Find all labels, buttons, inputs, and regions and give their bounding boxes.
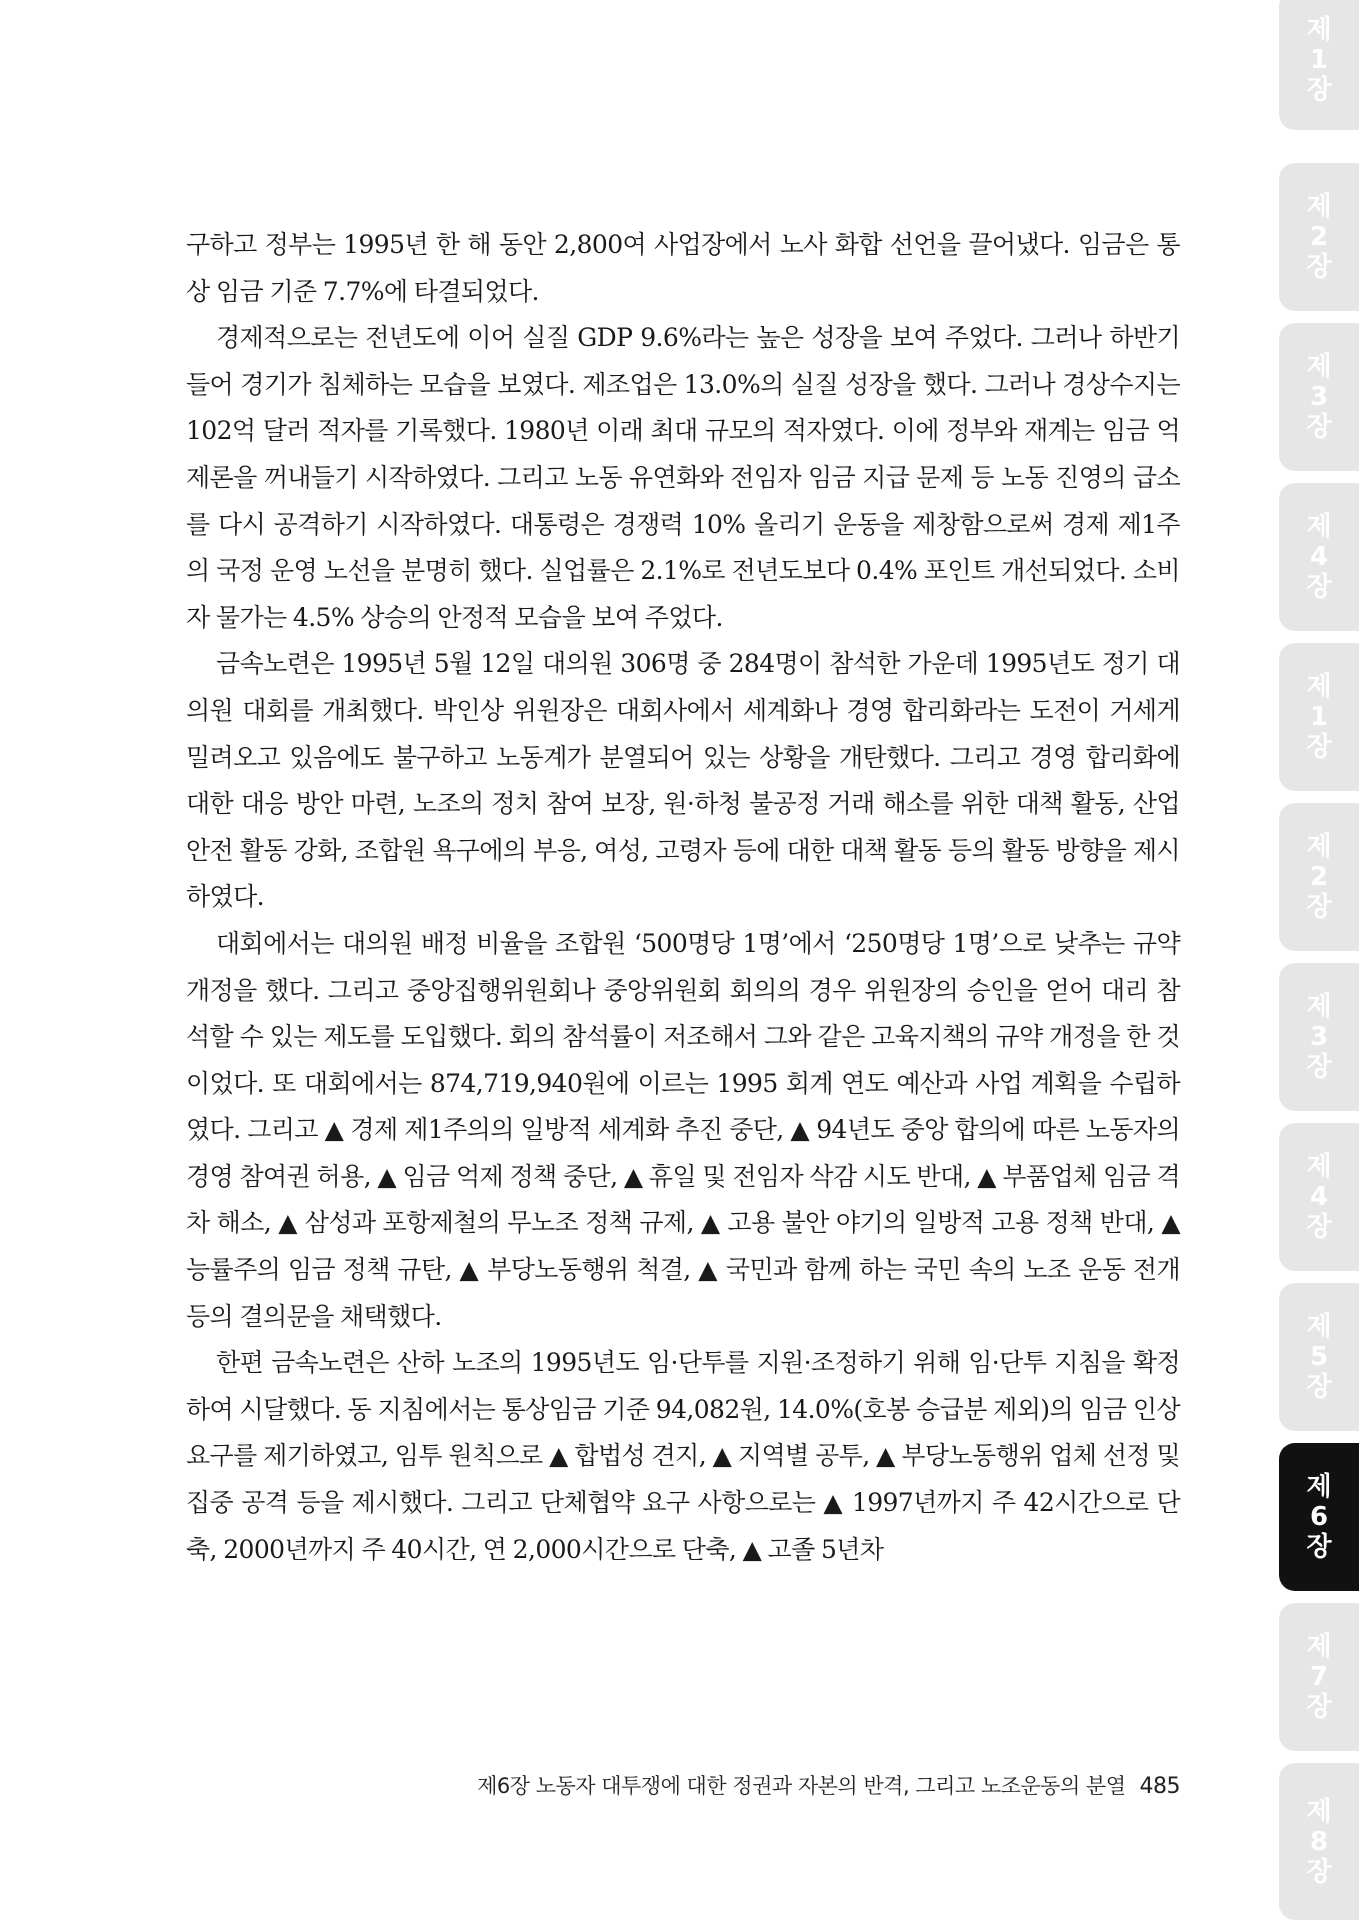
chapter-tab-9[interactable]: 제 5 장 — [1279, 1283, 1359, 1431]
chapter-tab-2[interactable]: 제 2 장 — [1279, 163, 1359, 311]
chapter-tab-10-active[interactable]: 제 6 장 — [1279, 1443, 1359, 1591]
paragraph-4: 대회에서는 대의원 배정 비율을 조합원 ‘500명당 1명’에서 ‘250명당 1명’으로 낮추는 규약 개정을 했다. 그리고 중앙집행위원회나 중앙위원회 회의의 경우 위원장의 승인을 얻어 대리 참석할 수 있는 제도를 도입했다. 회의 참석률이 저조해서 그와 같은 고육지책의 규약 개정을 한 것이었다. 또 대회에서는 874,719,940원에 이르는 1995 회계 연도 예산과 사업 계획을 수립하였다. 그리고 ▲ 경제 제1주의의 일방적 세계화 추진 중단, ▲ 94년도 중앙 합의에 따른 노동자의 경영 참여권 허용, ▲ 임금 억제 정책 중단, ▲ 휴일 및 전임자 삭감 시도 반대, ▲ 부품업체 임금 격차 해소, ▲ 삼성과 포항제철의 무노조 정책 규제, ▲ 고용 불안 야기의 일방적 고용 정책 반대, ▲ 능률주의 임금 정책 규탄, ▲ 부당노동행위 척결, ▲ 국민과 함께 하는 국민 속의 노조 운동 전개 등의 결의문을 채택했다. — [186, 928, 1180, 1331]
chapter-tab-4[interactable]: 제 4 장 — [1279, 483, 1359, 631]
chapter-tab-7[interactable]: 제 3 장 — [1279, 963, 1359, 1111]
chapter-tab-8[interactable]: 제 4 장 — [1279, 1123, 1359, 1271]
paragraph-5: 한편 금속노련은 산하 노조의 1995년도 임·단투를 지원·조정하기 위해 임·단투 지침을 확정하여 시달했다. 동 지침에서는 통상임금 기준 94,082원, 14.0%(호봉 승급분 제외)의 임금 인상 요구를 제기하였고, 임투 원칙으로 ▲ 합법성 견지, ▲ 지역별 공투, ▲ 부당노동행위 업체 선정 및 집중 공격 등을 제시했다. 그리고 단체협약 요구 사항으로는 ▲ 1997년까지 주 42시간으로 단축, 2000년까지 주 40시간, 연 2,000시간으로 단축, ▲ 고졸 5년차 — [186, 1348, 1180, 1564]
page-number: 485 — [1139, 1774, 1180, 1799]
chapter-tab-5[interactable]: 제 1 장 — [1279, 643, 1359, 791]
running-title: 제6장 노동자 대투쟁에 대한 정권과 자본의 반격, 그리고 노조운동의 분열 — [477, 1774, 1126, 1798]
chapter-tab-12[interactable]: 제 8 장 — [1279, 1763, 1359, 1920]
paragraph-3: 금속노련은 1995년 5월 12일 대의원 306명 중 284명이 참석한 가운데 1995년도 정기 대의원 대회를 개최했다. 박인상 위원장은 대회사에서 세계화나 경영 합리화라는 도전이 거세게 밀려오고 있음에도 불구하고 노동계가 분열되어 있는 상황을 개탄했다. 그리고 경영 합리화에 대한 대응 방안 마련, 노조의 정치 참여 보장, 원·하청 불공정 거래 해소를 위한 대책 활동, 산업안전 활동 강화, 조합원 욕구에의 부응, 여성, 고령자 등에 대한 대책 활동 등의 활동 방향을 제시하였다. — [186, 649, 1180, 912]
paragraph-2: 경제적으로는 전년도에 이어 실질 GDP 9.6%라는 높은 성장을 보여 주었다. 그러나 하반기 들어 경기가 침체하는 모습을 보였다. 제조업은 13.0%의 실질 성장을 했다. 그러나 경상수지는 102억 달러 적자를 기록했다. 1980년 이래 최대 규모의 적자였다. 이에 정부와 재계는 임금 억제론을 꺼내들기 시작하였다. 그리고 노동 유연화와 전임자 임금 지급 문제 등 노동 진영의 급소를 다시 공격하기 시작하였다. 대통령은 경쟁력 10% 올리기 운동을 제창함으로써 경제 제1주의 국정 운영 노선을 분명히 했다. 실업률은 2.1%로 전년도보다 0.4% 포인트 개선되었다. 소비자 물가는 4.5% 상승의 안정적 모습을 보여 주었다. — [186, 323, 1180, 632]
chapter-tab-6[interactable]: 제 2 장 — [1279, 803, 1359, 951]
chapter-tab-3[interactable]: 제 3 장 — [1279, 323, 1359, 471]
body-text — [186, 222, 1180, 1573]
paragraph-1: 구하고 정부는 1995년 한 해 동안 2,800여 사업장에서 노사 화합 선언을 끌어냈다. 임금은 통상 임금 기준 7.7%에 타결되었다. — [186, 230, 1180, 306]
chapter-tab-11[interactable]: 제 7 장 — [1279, 1603, 1359, 1751]
chapter-tabs — [1279, 0, 1359, 1920]
chapter-tab-1[interactable]: 제 1 장 — [1279, 0, 1359, 130]
page-footer — [400, 1770, 1180, 1800]
